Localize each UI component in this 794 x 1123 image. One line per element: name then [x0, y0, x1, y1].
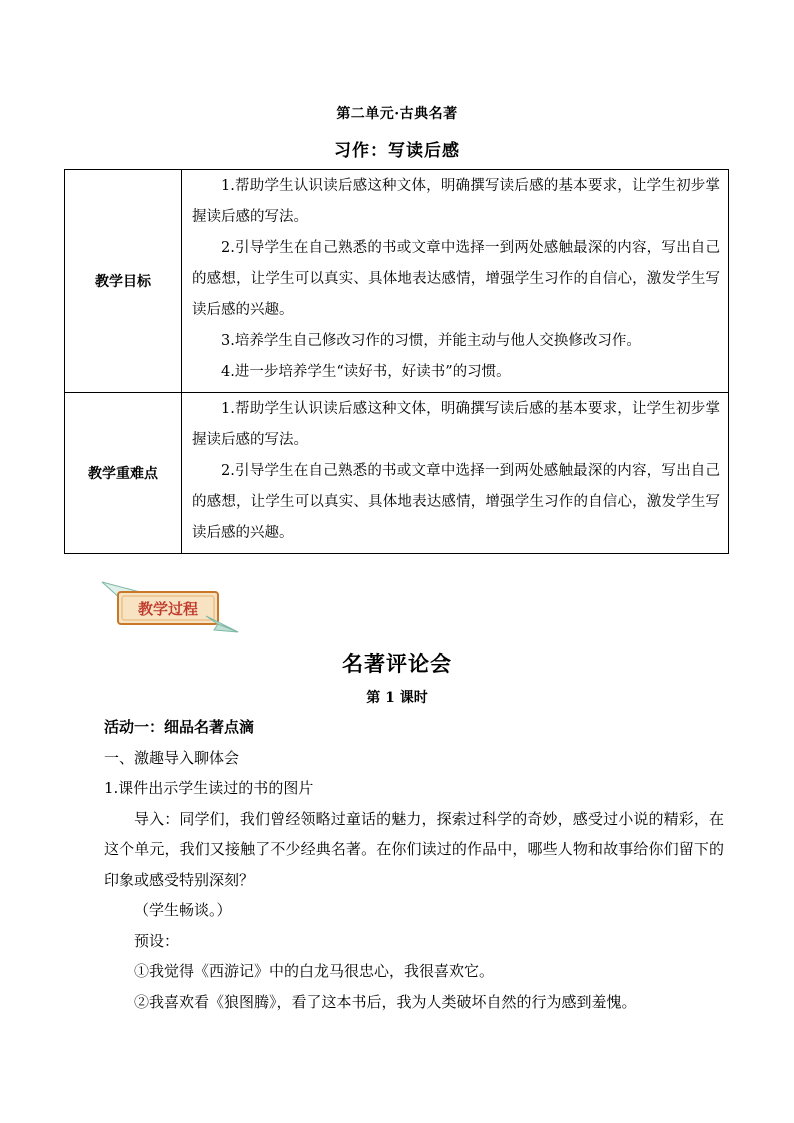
goal-item: 3.培养学生自己修改习作的习惯，并能主动与他人交换修改习作。: [221, 333, 641, 349]
key-points-label: 教学重难点: [65, 393, 182, 554]
section-title: 名著评论会: [342, 651, 452, 676]
student-note: （学生畅谈。）: [134, 901, 232, 919]
unit-title: 第二单元·古典名著: [336, 106, 458, 122]
goals-label: 教学目标: [65, 170, 182, 393]
preset-item: ①我觉得《西游记》中的白龙马很忠心，我很喜欢它。: [134, 962, 495, 980]
banner-label: 教学过程: [137, 600, 199, 618]
goal-item: 2.引导学生在自己熟悉的书或文章中选择一到两处感触最深的内容，写出自己的感想，让学生可以真实、具体地表达感情，增强学生习作的自信心，激发学生写读后感的兴趣。: [192, 240, 720, 318]
preset-item: ②我喜欢看《狼图腾》，看了这本书后，我为人类破坏自然的行为感到羞愧。: [134, 992, 637, 1011]
teaching-process-banner: [100, 578, 240, 634]
objectives-table: [64, 169, 729, 554]
goal-item: 1.帮助学生认识读后感这种文体，明确撰写读后感的基本要求，让学生初步掌握读后感的写法。: [192, 178, 720, 225]
goal-item: 4.进一步培养学生“读好书，好读书”的习惯。: [221, 364, 511, 380]
lesson-title: 习作：写读后感: [334, 141, 460, 161]
preset-label: 预设：: [134, 931, 180, 950]
table-row-key-points: [65, 393, 729, 554]
step-heading: 一、激趣导入聊体会: [104, 748, 240, 767]
intro-paragraph: 导入：同学们，我们曾经领略过童话的魅力，探索过科学的奇妙，感受过小说的精彩，在这个单元，我们又接触了不少经典名著。在你们读过的作品中，哪些人物和故事给你们留下的印象或感受特别深刻？: [104, 809, 724, 889]
activity-heading: 活动一：细品名著点滴: [104, 718, 255, 736]
period-label: 第 1 课时: [366, 690, 428, 706]
key-point-item: 2.引导学生在自己熟悉的书或文章中选择一到两处感触最深的内容，写出自己的感想，让学生可以真实、具体地表达感情，增强学生习作的自信心，激发学生写读后感的兴趣。: [192, 463, 720, 541]
table-row-goals: [65, 170, 729, 393]
step-item: 1.课件出示学生读过的书的图片: [104, 779, 314, 797]
key-points-content: [182, 393, 729, 554]
key-point-item: 1.帮助学生认识读后感这种文体，明确撰写读后感的基本要求，让学生初步掌握读后感的写法。: [192, 401, 720, 448]
lesson-body: [104, 712, 724, 1017]
goals-content: [182, 170, 729, 393]
paper-plane-banner-graphic: [100, 578, 240, 634]
